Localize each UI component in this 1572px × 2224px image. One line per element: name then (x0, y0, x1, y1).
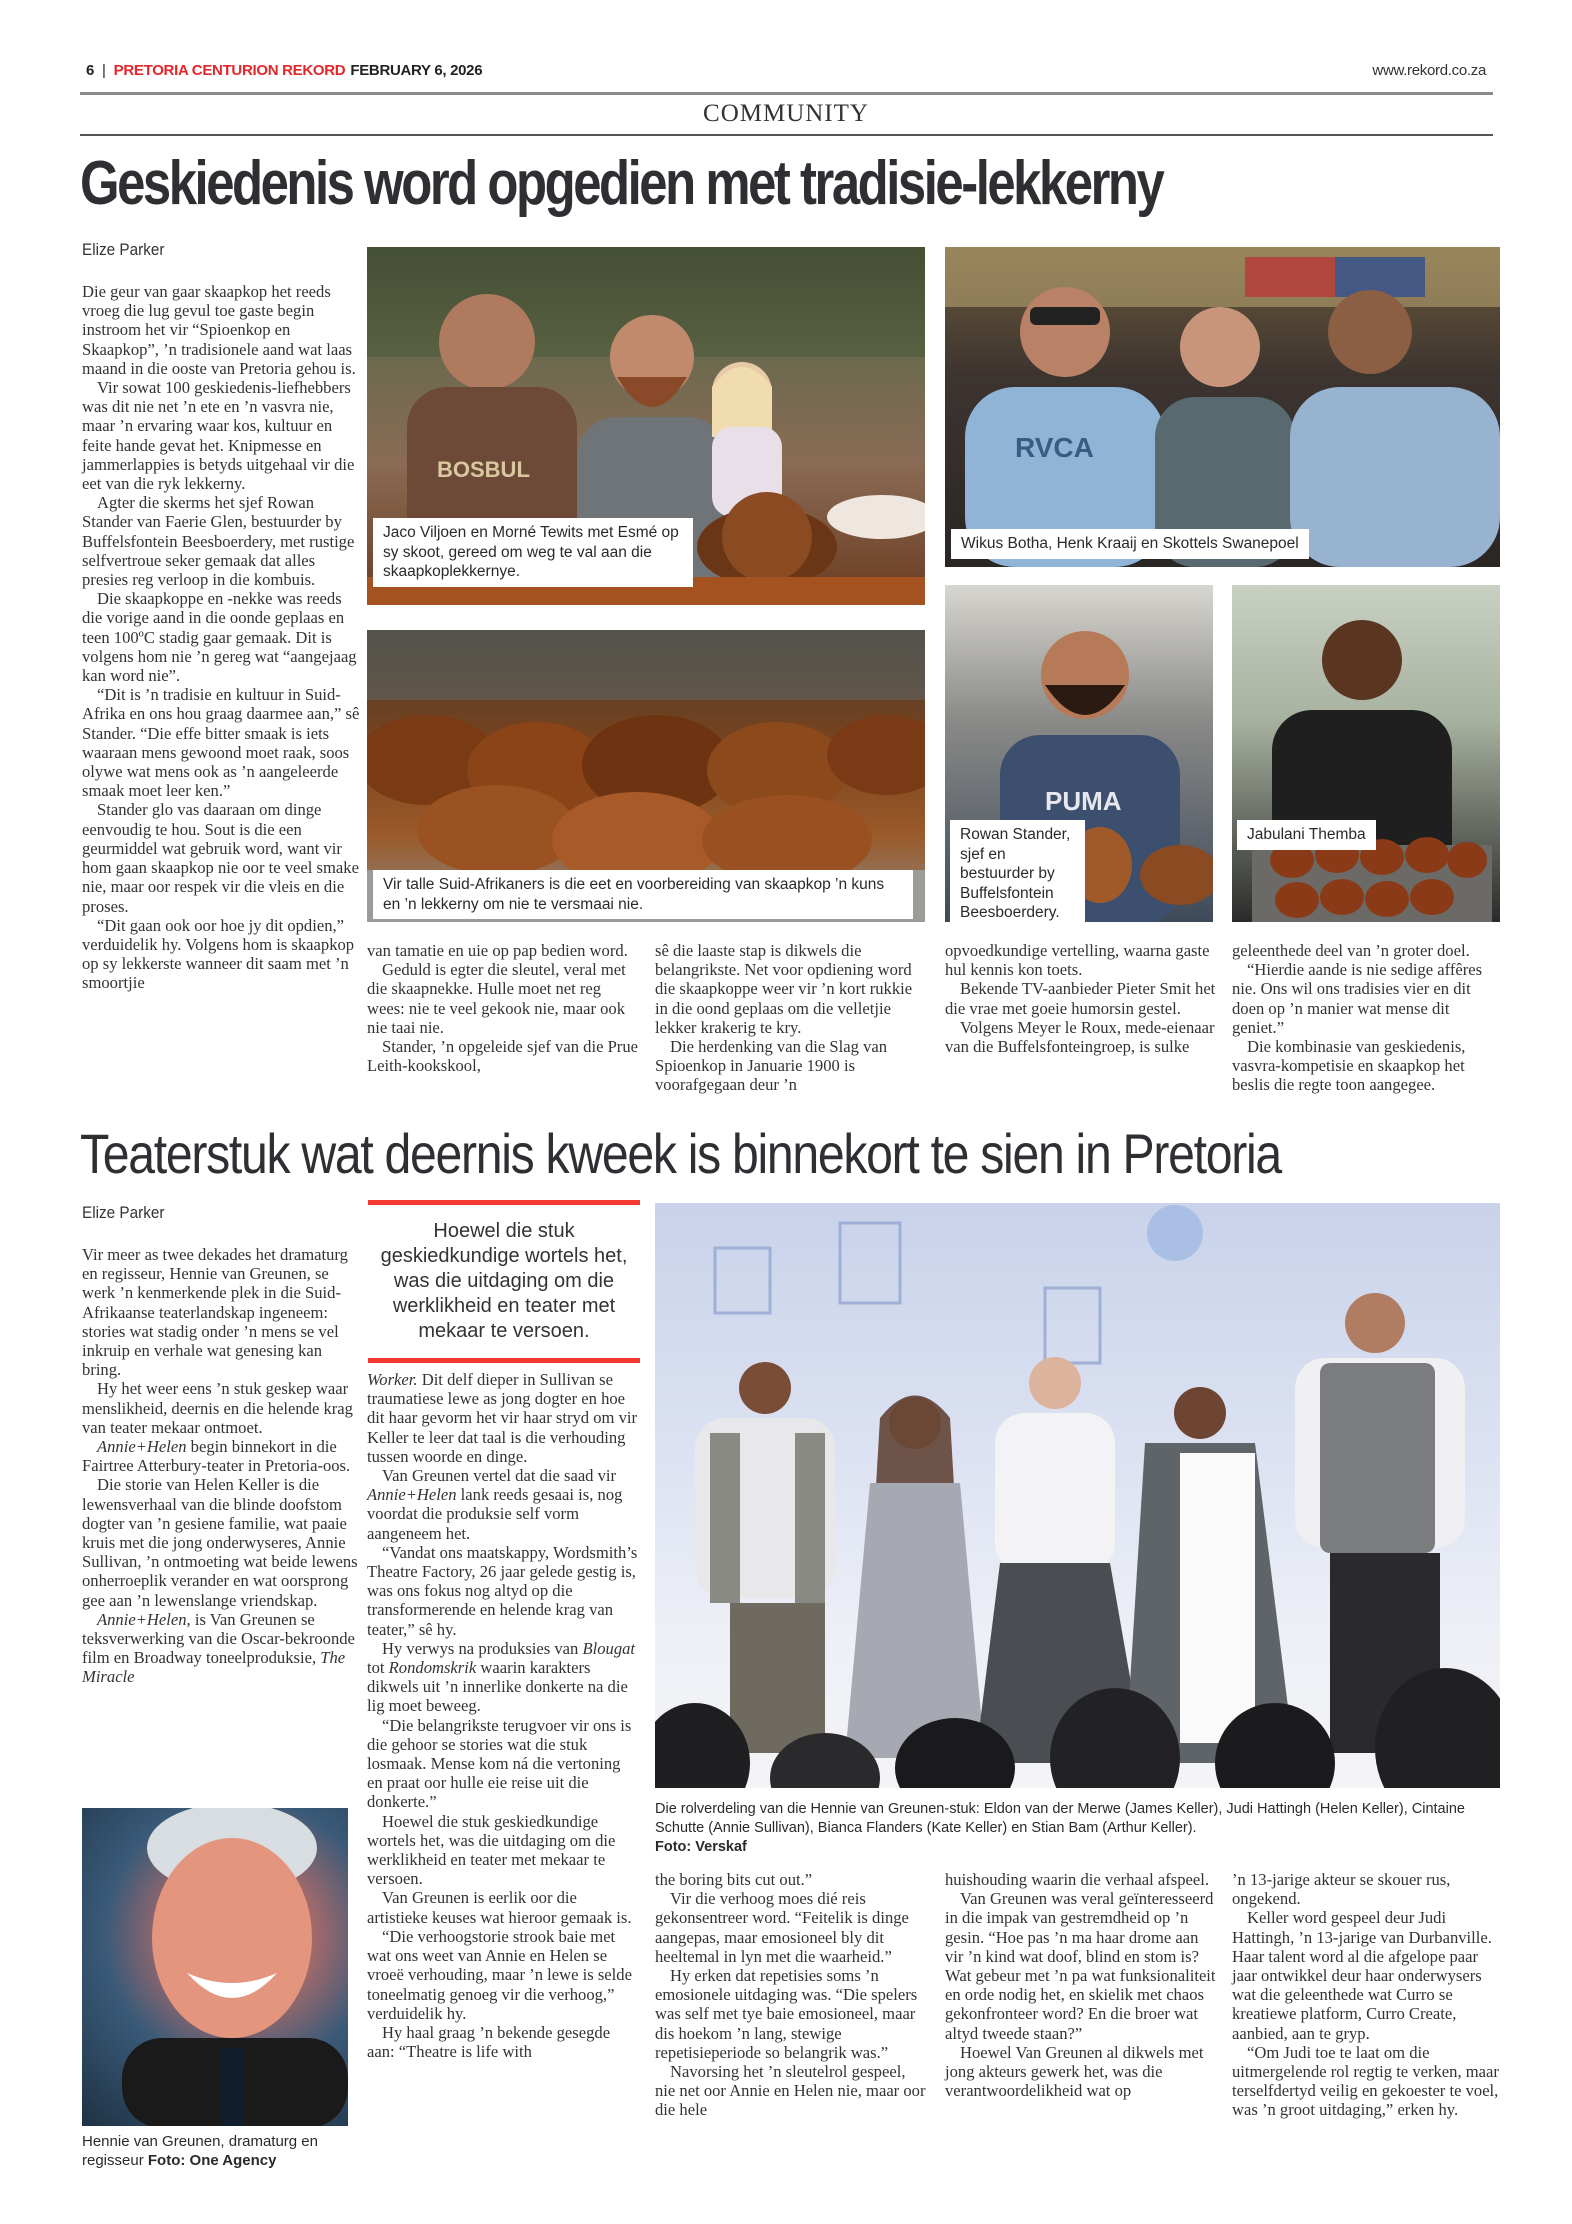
paragraph: Die skaapkoppe en -nekke was reeds die vorige aand in die oonde geplaas en teen 100ºC stadig gaar gemaak. Dit is volgens hom nie ’n gereg wat “aangejaag kan word nie”. (82, 589, 357, 686)
article1-column-3 (655, 941, 927, 1095)
photo-credit: Foto: One Agency (147, 2152, 277, 2169)
section-title: COMMUNITY (703, 100, 869, 127)
play-title: Worker. (367, 1370, 418, 1389)
photo-cast-on-stage (655, 1203, 1500, 1788)
folio-separator: | (102, 62, 106, 79)
folio-line (86, 62, 482, 79)
paragraph: geleenthede deel van ’n groter doel. (1232, 941, 1470, 960)
paragraph: van tamatie en uie op pap bedien word. (367, 941, 628, 960)
photo-credit: Foto: Verskaf (655, 1839, 747, 1855)
pull-quote-bottom-rule (368, 1358, 640, 1363)
paragraph (82, 1610, 362, 1687)
paragraph: “Dit gaan ook oor hoe jy dit opdien,” verduidelik hy. Volgens hom is skaapkop op sy lekkerste wanneer dit saam met ’n smoortjie (82, 915, 355, 993)
website-link[interactable]: www.rekord.co.za (1372, 62, 1486, 79)
article2-column-3 (655, 1870, 927, 2120)
paragraph-text: Van Greunen vertel dat die saad vir (382, 1466, 617, 1486)
paragraph: Keller word gespeel deur Judi Hattingh, ’n 13-jarige van Durbanville. Haar talent word al die afgelope paar jaar ontwikkel deur haar onderwysers wat die geleenthede wat Curro se kreatiewe platform, Curro Create, aanbied, aan te gryp. (1232, 1908, 1492, 2043)
paragraph: Stander, ’n opgeleide sjef van die Prue Leith-kookskool, (367, 1037, 638, 1076)
paragraph-text: waarin karakters dikwels uit ’n innerlike donkerte na die lig moet beweeg. (367, 1658, 628, 1716)
paragraph: “Om Judi toe te laat om die uitmergelende rol regtig te verken, maar terselfdertyd veilig en gekoester te voel, was ’n groot uitdaging,” erken hy. (1232, 2042, 1499, 2120)
play-title: Rondomskrik (388, 1658, 477, 1678)
photo-rowan-stander (945, 585, 1213, 922)
play-title: Blougat (582, 1638, 636, 1658)
pull-quote-text: Hoewel die stuk geskiedkundige wortels het, was die uitdaging om die werklikheid en teater met mekaar te versoen. (380, 1220, 628, 1342)
paragraph: “Dit is ’n tradisie en kultuur in Suid-Afrika en ons hou graag daarmee aan,” sê Stander. “Die effe bitter smaak is iets waaraan mens gewoond moet raak, soos olywe wat mens ook as ’n aangeleerde smaak moet leer ken.” (82, 685, 360, 801)
article1-column-1 (82, 282, 362, 993)
paragraph-text: tot (367, 1658, 389, 1678)
paragraph: Hy het weer eens ’n stuk geskep waar menslikheid, deernis en die helende krag van teater mekaar ontmoet. (82, 1379, 353, 1437)
svg-text:PUMA: PUMA (1045, 786, 1122, 816)
paragraph (82, 1437, 362, 1475)
paragraph: Die geur van gaar skaapkop het reeds vroeg die lug gevul toe gaste begin instroom het vir “Spioenkop en Skaapkop”, ’n tradisionele aand wat laas maand in die ooste van Pretoria gehou is. (82, 282, 356, 378)
paragraph: Navorsing het ’n sleutelrol gespeel, nie net oor Annie en Helen nie, maar oor die hele (655, 2062, 926, 2120)
cast-bowing-illustration (655, 1203, 1500, 1788)
article2-headline: Teaterstuk wat deernis kweek is binnekort te sien in Pretoria (80, 1122, 1281, 1185)
svg-text:BOSBUL: BOSBUL (437, 457, 530, 482)
paragraph (367, 1466, 639, 1543)
paragraph-text: , is Van Greunen se teksverwerking van die Oscar-bekroonde film en Broadway toneelproduksie, (82, 1609, 355, 1668)
paragraph: Die kombinasie van geskiedenis, vasvra-kompetisie en skaapkop het beslis die regte toon aangegee. (1232, 1037, 1466, 1095)
photo-caption: Jaco Viljoen en Morné Tewits met Esmé op sy skoot, gereed om weg te val aan die skaapkoplekkernye. (373, 518, 693, 587)
article2-column-4 (945, 1870, 1217, 2100)
portrait-illustration (82, 1808, 348, 2126)
photo-jabulani-themba (1232, 585, 1500, 922)
issue-date: FEBRUARY 6, 2026 (350, 62, 483, 79)
portrait-caption-text: Hennie van Greunen, dramaturg en regisseur (82, 2133, 318, 2169)
paragraph: ’n 13-jarige akteur se skouer rus, ongekend. (1232, 1870, 1451, 1909)
paragraph: the boring bits cut out.” (655, 1870, 813, 1889)
photo-sheep-heads (367, 630, 925, 922)
photo-caption: Vir talle Suid-Afrikaners is die eet en voorbereiding van skaapkop ’n kuns en ’n lekkerny om nie te versmaai nie. (373, 870, 913, 919)
paragraph-text: Hy verwys na produksies van (382, 1638, 583, 1658)
article1-column-5 (1232, 941, 1504, 1095)
paragraph: “Vandat ons maatskappy, Wordsmith’s Theatre Factory, 26 jaar gelede gestig is, was ons fokus nog altyd op die transformerende en helende krag van teater,” sê hy. (367, 1542, 638, 1639)
paragraph: “Die belangrikste terugvoer vir ons is die gehoor se stories wat die stuk losmaak. Mense kom ná die vertoning en praat oor hulle eie reise uit die donkerte.” (367, 1715, 632, 1812)
cast-caption-text: Die rolverdeling van die Hennie van Greunen-stuk: Eldon van der Merwe (James Keller), Judi Hattingh (Helen Keller), Cintaine Schutte (Annie Sullivan), Bianca Flanders (Kate Keller) en Stian Bam (Arthur Keller). (655, 1801, 1465, 1836)
paragraph: opvoedkundige vertelling, waarna gaste hul kennis kon toets. (945, 941, 1210, 980)
paragraph: “Hierdie aande is nie sedige affêres nie. Ons wil ons tradisies vier en dit doen op ’n manier wat mense dit geniet.” (1232, 960, 1483, 1037)
play-title: Annie+Helen (97, 1437, 187, 1457)
paragraph: Hy erken dat repetisies soms ’n emosionele uitdaging was. “Die spelers was self met tye baie emosioneel, maar dis hoekom ’n lang, stewige repetisieperiode so belangrik was.” (655, 1966, 918, 2062)
portrait-caption (82, 2132, 362, 2170)
paragraph: Stander glo vas daaraan om dinge eenvoudig te hou. Sout is die een geurmiddel wat gebruik word, want vir hom gaan skaapkop nie oor te veel smake nie, maar oor respek vir die vleis en die proses. (82, 800, 359, 916)
paragraph (367, 1639, 639, 1716)
photo-caption: Jabulani Themba (1237, 820, 1376, 850)
photo-hennie-van-greunen (82, 1808, 348, 2126)
paragraph: huishouding waarin die verhaal afspeel. (945, 1870, 1210, 1889)
paragraph: Vir die verhoog moes dié reis gekonsentreer word. “Feitelik is dinge aangepas, maar emosioneel bly dit heeltemal in lyn met die waarheid.” (655, 1889, 909, 1966)
paragraph: Vir meer as twee dekades het dramaturg en regisseur, Hennie van Greunen, se werk ’n kenmerkende plek in die Suid-Afrikaanse teaterlandskap ingeneem: stories wat stadig onder ’n mens se vel inkruip en verhale wat genesing kan bring. (82, 1245, 348, 1380)
paragraph: Hoewel die stuk geskiedkundige wortels het, was die uitdaging om die werklikheid en teater met mekaar te versoen. (367, 1811, 616, 1889)
paragraph: Die herdenking van die Slag van Spioenkop in Januarie 1900 is voorafgegaan deur ’n (655, 1037, 888, 1095)
paragraph-text: Dit delf dieper in Sullivan se traumatiese lewe as jong dogter en hoe dit haar gevorm het vir haar stryd om vir Keller te leer dat taal is die verhouding tussen woorde en dinge. (367, 1370, 638, 1466)
article1-column-2 (367, 941, 639, 1075)
article1-headline: Geskiedenis word opgedien met tradisie-lekkerny (80, 149, 1163, 218)
article1-byline: Elize Parker (82, 240, 165, 259)
paragraph: Van Greunen was veral geïnteresseerd in die impak van gestremdheid op ’n gesin. “Hoe pas ’n ma haar drome aan vir ’n kind wat doof, blind en stom is? Wat gebeur met ’n pa wat funksionaliteit en orde nodig het, en skielik met chaos gekonfronteer word? En die broer wat altyd tweede staan?” (945, 1889, 1216, 2043)
cast-photo-caption (655, 1800, 1505, 1857)
photo-caption: Rowan Stander, sjef en bestuurder by Buffelsfontein Beesboerdery. (950, 820, 1085, 922)
paragraph: Volgens Meyer le Roux, mede-eienaar van die Buffelsfonteingroep, is sulke (945, 1017, 1215, 1057)
svg-text:RVCA: RVCA (1015, 432, 1094, 463)
three-men-illustration (945, 247, 1500, 567)
paragraph-text: begin binnekort in die Fairtree Atterbury-teater in Pretoria-oos. (82, 1437, 351, 1476)
photo-table-group (367, 247, 925, 605)
play-title: The Miracle (82, 1648, 346, 1687)
paragraph-text: lank reeds gesaai is, nog voordat die produksie self vorm aangeneem het. (367, 1485, 623, 1543)
play-title: Annie+Helen (97, 1609, 187, 1629)
article2-column-2 (367, 1370, 639, 2061)
photo-caption: Wikus Botha, Henk Kraaij en Skottels Swanepoel (951, 529, 1309, 559)
chef-with-tray-illustration (1232, 585, 1500, 922)
paragraph: Agter die skerms het sjef Rowan Stander van Faerie Glen, bestuurder by Buffelsfontein Beesboerdery, met rustige selfvertroue seker gemaak dat alles presies reg verloop in die kombuis. (82, 493, 355, 590)
page-number: 6 (86, 62, 95, 79)
paragraph: Vir sowat 100 geskiedenis-liefhebbers was dit nie net ’n ete en ’n vasvra nie, maar ’n ervaring waar kos, kultuur en feite hande gevat het. Knipmesse en jammerlappies is betyds uitgehaal vir die eet van die ryk lekkerny. (82, 378, 355, 494)
paragraph (367, 1370, 639, 1466)
play-title: Annie+Helen (367, 1485, 457, 1505)
paragraph: Van Greunen is eerlik oor die artistieke keuses wat hieroor gemaak is. (367, 1888, 632, 1927)
paragraph: Geduld is egter die sleutel, veral met die skaapnekke. Hulle moet net reg wees: nie te veel gekook nie, maar ook nie taai nie. (367, 960, 626, 1037)
paragraph: Bekende TV-aanbieder Pieter Smit het die vrae met goeie humorsin gestel. (945, 979, 1216, 1018)
header-rule (80, 92, 1493, 95)
paragraph: “Die verhoogstorie strook baie met wat ons weet van Annie en Helen se vroeë verhouding, maar ’n lewe is selde toneelmatig genoeg vir die verhoog,” verduidelik hy. (367, 1926, 632, 2023)
paragraph: Die storie van Helen Keller is die lewensverhaal van die blinde doofstom dogter van ’n gesiene familie, wat paaie kruis met die jong onderwyseres, Annie Sullivan, ’n ontmoeting wat beide lewens onherroeplik verander en wat oorsprong gee aan ’n lewenslange vriendskap. (82, 1475, 358, 1610)
article2-column-1 (82, 1245, 362, 1687)
section-rule (80, 134, 1493, 136)
paragraph: Hy haal graag ’n bekende gesegde aan: “Theatre is life with (367, 2022, 611, 2062)
pull-quote (368, 1200, 640, 1363)
article1-column-4 (945, 941, 1217, 1056)
paper-name: PRETORIA CENTURION REKORD (113, 62, 346, 79)
photo-three-men (945, 247, 1500, 567)
paragraph: sê die laaste stap is dikwels die belangrikste. Net voor opdiening word die skaapkoppe weer vir ’n kort rukkie in die oond geplaas om die velletjie lekker krakerig te kry. (655, 941, 913, 1037)
article2-column-5 (1232, 1870, 1504, 2120)
paragraph: Hoewel Van Greunen al dikwels met jong akteurs gewerk het, was die verantwoordelikheid wat op (945, 2042, 1204, 2101)
article2-byline: Elize Parker (82, 1203, 165, 1222)
